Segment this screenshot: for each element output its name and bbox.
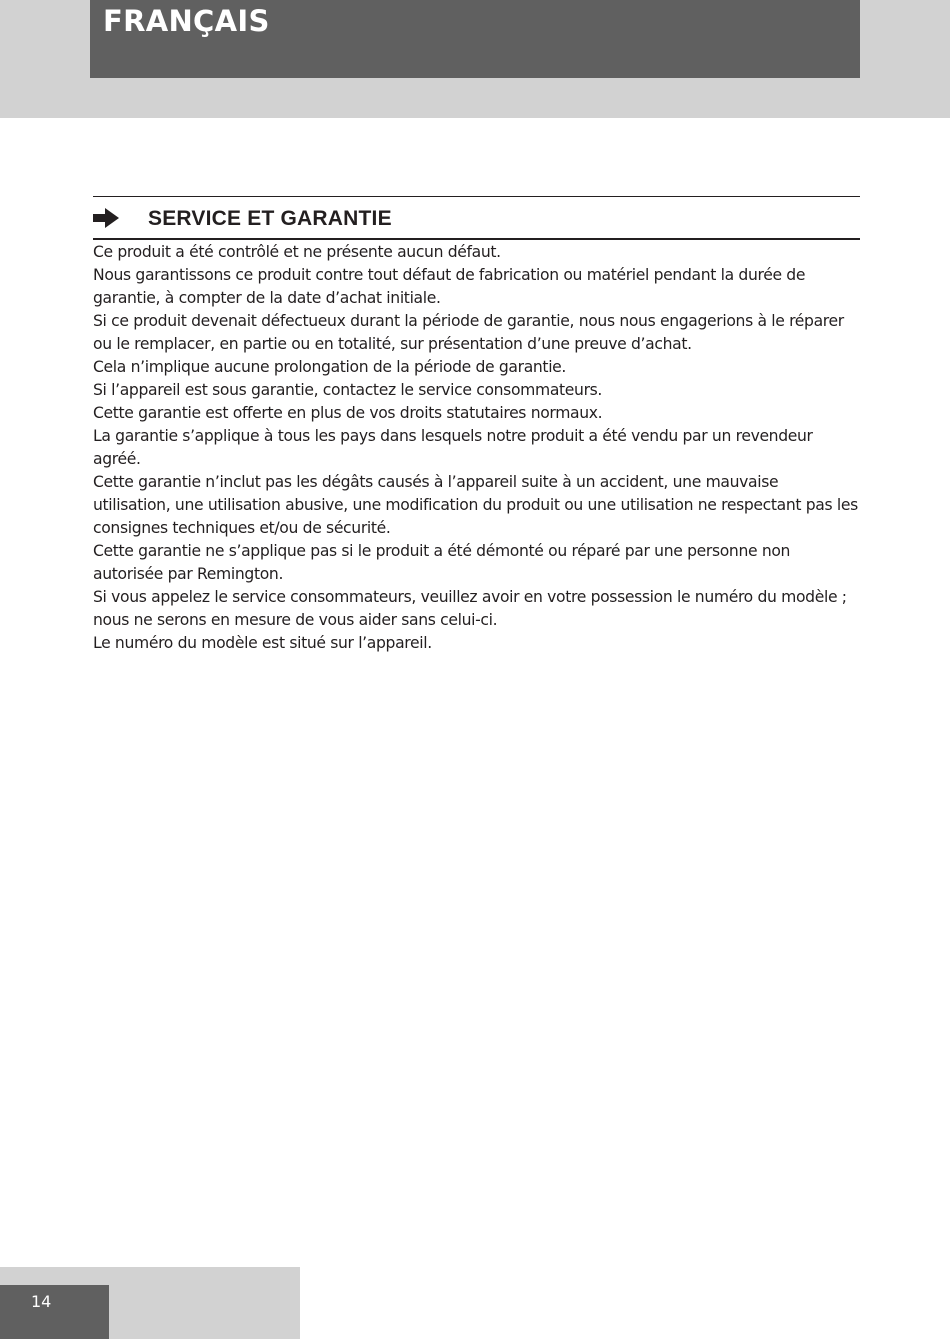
paragraph: Nous garantissons ce produit contre tout défaut de fabrication ou matériel pendant la durée de garantie, à compter de la date d’achat initiale. [93,266,806,307]
paragraph: Le numéro du modèle est situé sur l’appareil. [93,634,432,652]
page-number: 14 [31,1292,52,1311]
language-title: FRANÇAIS [103,4,270,38]
paragraph: Si l’appareil est sous garantie, contactez le service consommateurs. [93,381,603,399]
paragraph: Cette garantie n’inclut pas les dégâts causés à l’appareil suite à un accident, une mauvaise utilisation, une utilisation abusive, une modification du produit ou une utilisation ne respectant pas les consignes techniques et/ou de sécurité. [93,473,858,537]
section-heading [93,197,860,238]
paragraph: Ce produit a été contrôlé et ne présente aucun défaut. [93,243,501,261]
header-band [0,0,950,118]
paragraph: Cela n’implique aucune prolongation de la période de garantie. [93,358,567,376]
section-body [93,241,860,655]
paragraph: Cette garantie est offerte en plus de vos droits statutaires normaux. [93,404,603,422]
section-title: SERVICE ET GARANTIE [148,207,392,230]
warranty-section [93,196,860,655]
arrow-right-icon [93,208,119,228]
language-tab [90,0,860,78]
paragraph: La garantie s’applique à tous les pays dans lesquels notre produit a été vendu par un revendeur agréé. [93,427,813,468]
section-bottom-rule [93,238,860,240]
paragraph: Cette garantie ne s’applique pas si le produit a été démonté ou réparé par une personne non autorisée par Remington. [93,542,791,583]
paragraph: Si vous appelez le service consommateurs, veuillez avoir en votre possession le numéro du modèle ; nous ne serons en mesure de vous aider sans celui-ci. [93,588,847,629]
paragraph: Si ce produit devenait défectueux durant la période de garantie, nous nous engagerions à le réparer ou le remplacer, en partie ou en totalité, sur présentation d’une preuve d’achat. [93,312,844,353]
page-number-box [0,1285,109,1339]
